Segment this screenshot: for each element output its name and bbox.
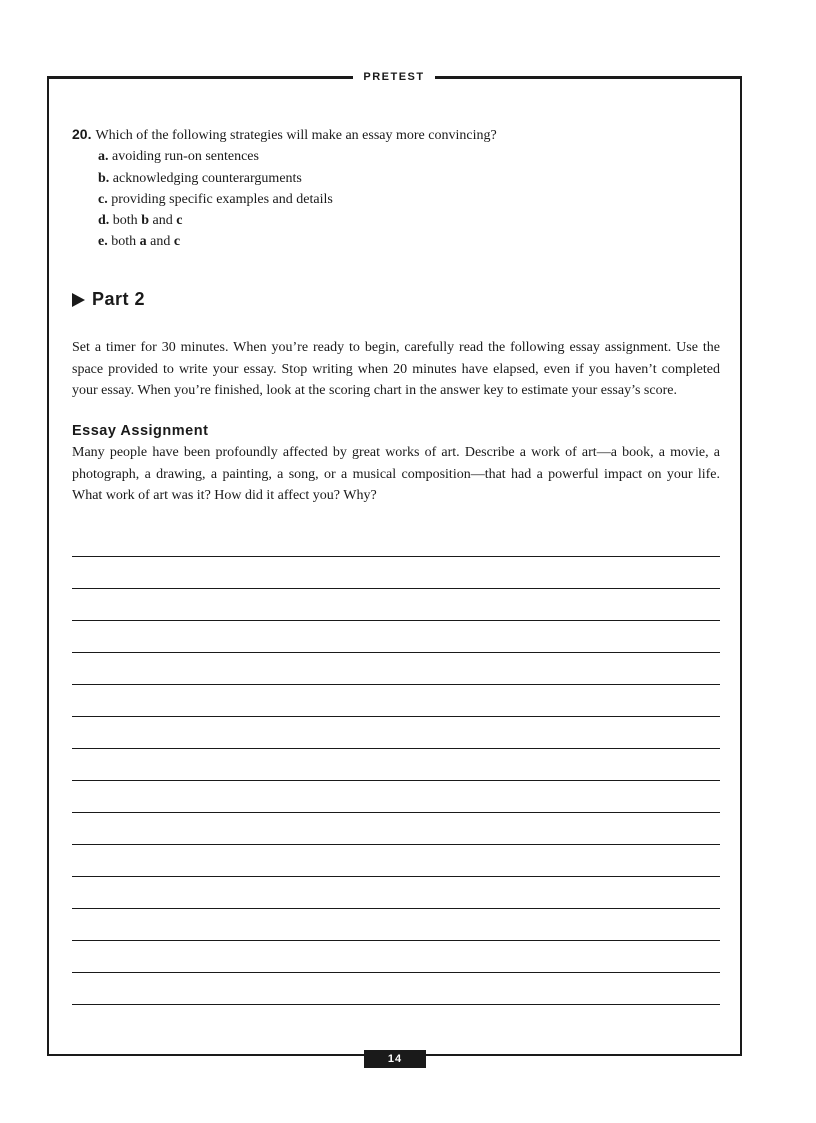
essay-prompt: Many people have been profoundly affected by great works of art. Describe a work of art—a book, a movie, a photograph, a drawing, a painting, a song, or a musical composition—that had a powerful impact on your life. What work of art was it? How did it affect you? Why? xyxy=(72,445,720,503)
writing-line[interactable] xyxy=(72,908,720,909)
answer-options xyxy=(98,146,497,252)
option-letter: d. xyxy=(98,213,110,229)
page-number: 14 xyxy=(364,1050,426,1068)
option-letter: b. xyxy=(98,170,110,186)
writing-line[interactable] xyxy=(72,652,720,653)
writing-line[interactable] xyxy=(72,620,720,621)
question-number: 20. xyxy=(72,126,92,142)
part-title: Part 2 xyxy=(92,289,146,309)
part-heading xyxy=(72,289,145,310)
option-text: avoiding run-on sentences xyxy=(112,149,259,165)
option-text: c xyxy=(173,234,181,250)
writing-line[interactable] xyxy=(72,716,720,717)
writing-line[interactable] xyxy=(72,812,720,813)
option-text: and xyxy=(148,213,177,229)
writing-line[interactable] xyxy=(72,556,720,557)
question-20 xyxy=(72,124,497,253)
essay-heading: Essay Assignment xyxy=(72,423,209,439)
writing-line[interactable] xyxy=(72,876,720,877)
writing-line[interactable] xyxy=(72,748,720,749)
writing-line[interactable] xyxy=(72,780,720,781)
answer-option xyxy=(98,146,497,167)
option-text: providing specific examples and details xyxy=(111,191,333,207)
writing-line[interactable] xyxy=(72,684,720,685)
option-letter: e. xyxy=(98,234,108,250)
answer-option xyxy=(98,189,497,210)
option-text: and xyxy=(146,234,174,250)
answer-option xyxy=(98,210,497,231)
option-text: b xyxy=(141,213,149,229)
question-text: Which of the following strategies will make an essay more convincing? xyxy=(95,128,497,143)
answer-option xyxy=(98,231,497,252)
play-triangle-icon xyxy=(72,293,85,307)
writing-line[interactable] xyxy=(72,844,720,845)
instructions-paragraph: Set a timer for 30 minutes. When you’re ready to begin, carefully read the following essay assignment. Use the space provided to write your essay. Stop writing when 20 minutes have elapsed, even if you haven’t completed your essay. When you’re finished, look at the scoring chart in the answer key to estimate your essay’s score. xyxy=(72,340,720,398)
option-text: a xyxy=(139,234,147,250)
option-text: both xyxy=(112,213,142,229)
option-text: acknowledging counterarguments xyxy=(112,170,302,186)
answer-option xyxy=(98,168,497,189)
option-letter: a. xyxy=(98,149,109,165)
writing-line[interactable] xyxy=(72,1004,720,1005)
running-header: PRETEST xyxy=(353,69,435,85)
option-text: both xyxy=(111,234,140,250)
writing-line[interactable] xyxy=(72,588,720,589)
question-stem xyxy=(72,124,497,146)
writing-line[interactable] xyxy=(72,972,720,973)
option-letter: c. xyxy=(98,191,108,207)
writing-line[interactable] xyxy=(72,940,720,941)
option-text: c xyxy=(176,213,183,229)
